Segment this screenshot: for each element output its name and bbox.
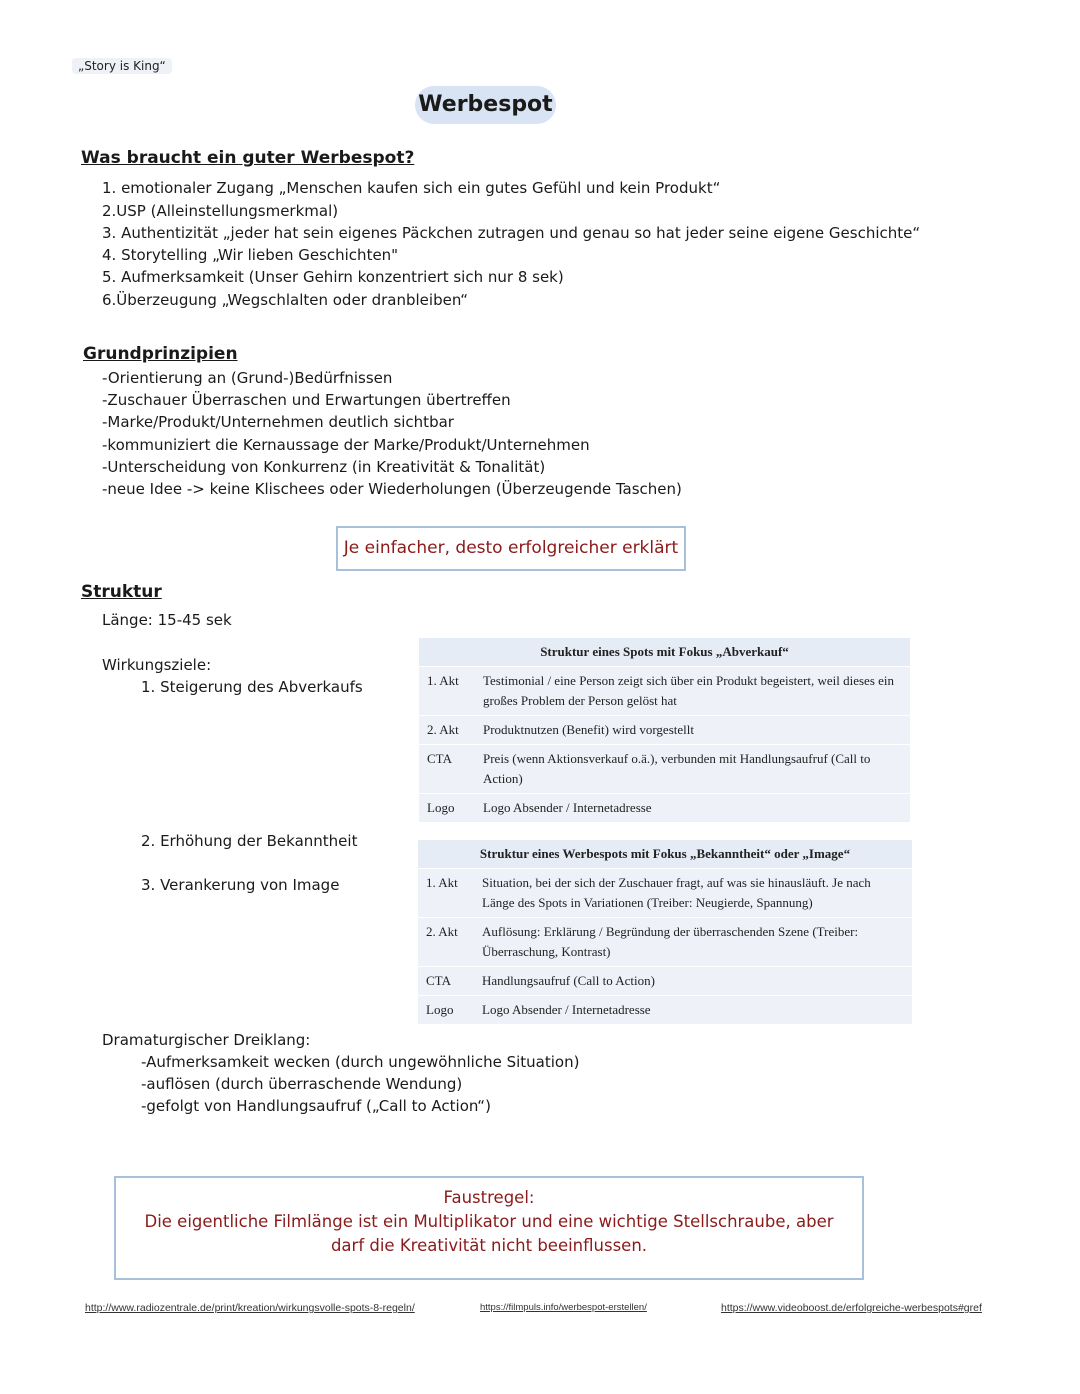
section-heading-principles: Grundprinzipien	[83, 344, 238, 364]
table-title: Struktur eines Werbespots mit Fokus „Bekanntheit“ oder „Image“	[418, 840, 912, 869]
row-key: 2. Akt	[419, 716, 477, 745]
goal-item: 1. Steigerung des Abverkaufs	[141, 678, 363, 696]
row-value: Testimonial / eine Person zeigt sich über ein Produkt begeistert, weil dieses ein großes Problem der Person gelöst hat	[477, 667, 910, 716]
list-item: -Zuschauer Überraschen und Erwartungen übertreffen	[102, 391, 511, 409]
table-title: Struktur eines Spots mit Fokus „Abverkauf“	[419, 638, 910, 667]
table-row	[419, 716, 910, 745]
source-link[interactable]: https://www.videoboost.de/erfolgreiche-werbespots#gref	[721, 1302, 982, 1314]
list-item: 3. Authentizität „jeder hat sein eigenes Päckchen zutragen und genau so hat jeder seine eigene Geschichte“	[102, 224, 921, 242]
list-item: 6.Überzeugung „Wegschlalten oder dranbleiben“	[102, 291, 469, 309]
length-text: Länge: 15-45 sek	[102, 611, 232, 629]
table-row	[418, 869, 912, 918]
section-heading-structure: Struktur	[81, 582, 162, 602]
row-value: Situation, bei der sich der Zuschauer fragt, auf was sie hinausläuft. Je nach Länge des Spots in Variationen (Treiber: Neugierde, Spannung)	[476, 869, 912, 918]
rule-label: Faustregel:	[443, 1188, 535, 1207]
goals-label: Wirkungsziele:	[102, 656, 212, 674]
table-row	[418, 967, 912, 996]
structure-table-awareness	[418, 840, 912, 1024]
row-value: Auflösung: Erklärung / Begründung der überraschenden Szene (Treiber: Überraschung, Kontrast)	[476, 918, 912, 967]
quote-box: Je einfacher, desto erfolgreicher erklärt	[336, 526, 686, 571]
list-item: -auflösen (durch überraschende Wendung)	[141, 1075, 463, 1093]
row-key: 2. Akt	[418, 918, 476, 967]
row-key: 1. Akt	[419, 667, 477, 716]
list-item: 2.USP (Alleinstellungsmerkmal)	[102, 202, 339, 220]
row-value: Preis (wenn Aktionsverkauf o.ä.), verbunden mit Handlungsaufruf (Call to Action)	[477, 745, 910, 794]
page-title: Werbespot	[415, 86, 556, 124]
table-row	[419, 667, 910, 716]
row-key: Logo	[418, 996, 476, 1025]
table-row	[419, 745, 910, 794]
list-item: -gefolgt von Handlungsaufruf („Call to Action“)	[141, 1097, 491, 1115]
rule-line: Die eigentliche Filmlänge ist ein Multiplikator und eine wichtige Stellschraube, aber	[144, 1212, 834, 1231]
row-value: Logo Absender / Internetadresse	[477, 794, 910, 823]
table-row	[418, 918, 912, 967]
structure-table-sales	[419, 638, 910, 822]
source-link[interactable]: https://filmpuls.info/werbespot-erstellen/	[480, 1302, 647, 1313]
row-value: Handlungsaufruf (Call to Action)	[476, 967, 912, 996]
table-row	[419, 794, 910, 823]
row-key: CTA	[419, 745, 477, 794]
list-item: -Marke/Produkt/Unternehmen deutlich sichtbar	[102, 413, 454, 431]
list-item: -Orientierung an (Grund-)Bedürfnissen	[102, 369, 393, 387]
goal-item: 3. Verankerung von Image	[141, 876, 340, 894]
table-row	[418, 996, 912, 1025]
story-tag: „Story is King“	[72, 58, 172, 74]
source-link[interactable]: http://www.radiozentrale.de/print/kreation/wirkungsvolle-spots-8-regeln/	[85, 1302, 415, 1314]
row-value: Produktnutzen (Benefit) wird vorgestellt	[477, 716, 910, 745]
row-key: Logo	[419, 794, 477, 823]
row-value: Logo Absender / Internetadresse	[476, 996, 912, 1025]
list-item: -Unterscheidung von Konkurrenz (in Kreativität & Tonalität)	[102, 458, 546, 476]
list-item: -Aufmerksamkeit wecken (durch ungewöhnliche Situation)	[141, 1053, 580, 1071]
rule-box	[114, 1176, 864, 1280]
drama-label: Dramaturgischer Dreiklang:	[102, 1031, 311, 1049]
list-item: 4. Storytelling „Wir lieben Geschichten"	[102, 246, 399, 264]
rule-line: darf die Kreativität nicht beeinflussen.	[330, 1236, 648, 1255]
row-key: CTA	[418, 967, 476, 996]
list-item: 1. emotionaler Zugang „Menschen kaufen sich ein gutes Gefühl und kein Produkt“	[102, 179, 721, 197]
list-item: -neue Idee -> keine Klischees oder Wiederholungen (Überzeugende Taschen)	[102, 480, 682, 498]
row-key: 1. Akt	[418, 869, 476, 918]
list-item: 5. Aufmerksamkeit (Unser Gehirn konzentriert sich nur 8 sek)	[102, 268, 564, 286]
list-item: -kommuniziert die Kernaussage der Marke/Produkt/Unternehmen	[102, 436, 590, 454]
section-heading-requirements: Was braucht ein guter Werbespot?	[81, 148, 415, 168]
goal-item: 2. Erhöhung der Bekanntheit	[141, 832, 358, 850]
